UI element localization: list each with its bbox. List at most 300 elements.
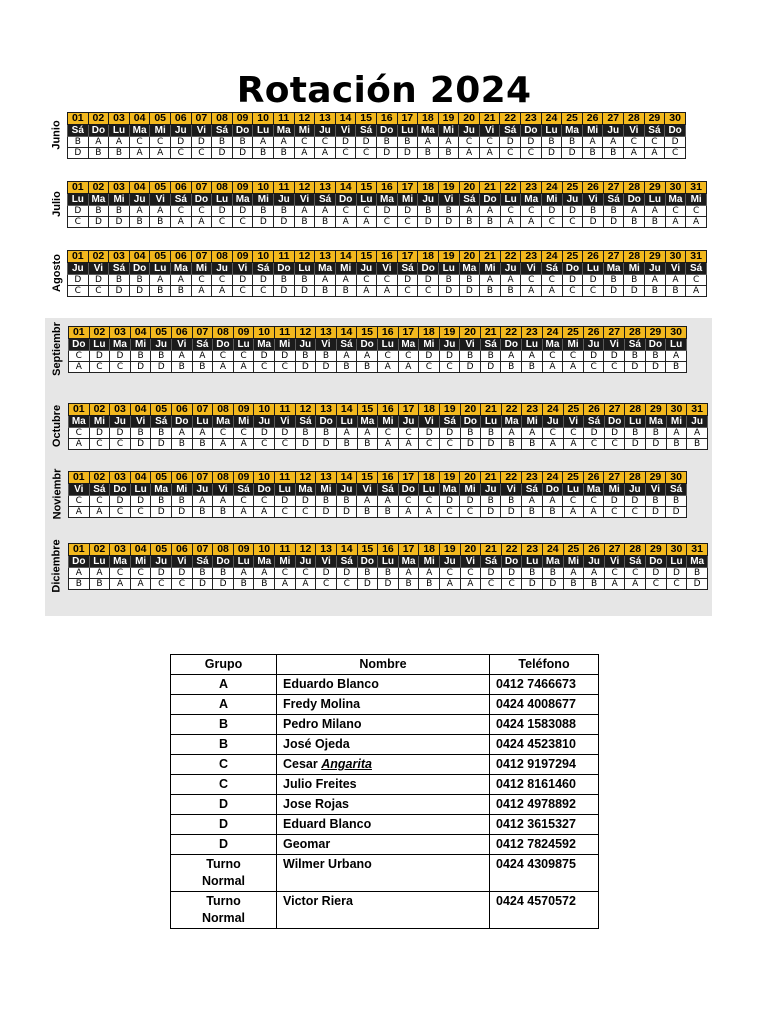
weekday-cell: Ma [501, 416, 522, 428]
group-cell: A [253, 137, 274, 148]
weekday-cell: Sá [459, 194, 480, 206]
weekday-cell: Ju [439, 339, 460, 351]
weekday-cell: Ju [170, 125, 191, 137]
group-cell: B [130, 428, 151, 439]
weekday-cell: Vi [419, 416, 440, 428]
weekday-cell: Mi [233, 416, 254, 428]
group-cell: C [295, 507, 316, 518]
group-cell: D [378, 579, 399, 590]
group-cell: B [666, 439, 687, 450]
weekday-cell: Sá [625, 556, 646, 568]
weekday-cell: Mi [604, 484, 625, 496]
group-cell: C [378, 428, 399, 439]
group-cell: C [377, 217, 398, 228]
weekday-cell: Lu [192, 416, 213, 428]
group-cell: D [316, 439, 337, 450]
weekday-cell: Mi [171, 484, 192, 496]
group-cell: B [603, 275, 624, 286]
group-cell: D [645, 362, 666, 373]
group-cell: A [582, 137, 603, 148]
weekday-row [69, 484, 687, 496]
weekday-cell: Ju [418, 194, 439, 206]
day-number-cell: 07 [192, 404, 213, 416]
weekday-cell: Ju [151, 556, 172, 568]
group-cell: C [644, 137, 665, 148]
weekday-cell: Sá [151, 416, 172, 428]
weekday-cell: Sá [397, 263, 418, 275]
weekday-cell: Lu [378, 556, 399, 568]
weekday-cell: Sá [500, 125, 521, 137]
group-cell: A [192, 496, 213, 507]
weekday-cell: Ma [377, 194, 398, 206]
group-cell: B [130, 351, 151, 362]
group-cell: B [213, 507, 234, 518]
group-cell: A [521, 286, 542, 297]
group-cell: C [213, 428, 234, 439]
roster-header-row [171, 655, 599, 675]
roster-name-text: Cesar [283, 757, 322, 771]
weekday-row [68, 125, 686, 137]
group-cell: B [357, 362, 378, 373]
group-cell: C [646, 579, 667, 590]
day-number-cell: 29 [646, 404, 667, 416]
group-cell: B [522, 568, 543, 579]
day-number-cell: 14 [335, 182, 356, 194]
roster-name [277, 775, 490, 795]
weekday-cell: Mi [460, 484, 481, 496]
day-number-cell: 20 [459, 251, 480, 263]
group-cell: D [646, 439, 667, 450]
weekday-cell: Ma [315, 263, 336, 275]
group-cell: C [418, 286, 439, 297]
weekday-cell: Ma [254, 339, 275, 351]
group-cell: B [68, 137, 89, 148]
group-cell: B [419, 579, 440, 590]
weekday-cell: Ju [192, 484, 213, 496]
weekday-cell: Sá [522, 484, 543, 496]
day-number-cell: 22 [501, 472, 522, 484]
group-cell: D [110, 496, 131, 507]
day-number-cell: 31 [686, 251, 707, 263]
group-cell: C [213, 351, 234, 362]
group-cell: C [419, 439, 440, 450]
group-cell: A [191, 286, 212, 297]
day-number-cell: 24 [542, 327, 563, 339]
group-cell: C [295, 568, 316, 579]
weekday-cell: Vi [294, 194, 315, 206]
day-number-cell: 03 [110, 472, 131, 484]
group-cell: D [109, 217, 130, 228]
group-cell: B [645, 496, 666, 507]
group-cell: C [543, 428, 564, 439]
month-table [68, 471, 687, 518]
group-cell: D [254, 428, 275, 439]
day-number-cell: 13 [315, 251, 336, 263]
group-cell: C [336, 579, 357, 590]
group-cell: D [604, 496, 625, 507]
group-cell: A [378, 439, 399, 450]
day-number-cell: 26 [583, 472, 604, 484]
group-cell: D [603, 217, 624, 228]
roster-name [277, 892, 490, 929]
group-cell: B [336, 496, 357, 507]
group-cell: B [603, 148, 624, 159]
group-cell: D [294, 286, 315, 297]
group-cell: A [522, 428, 543, 439]
weekday-cell: Ma [273, 125, 294, 137]
day-number-cell: 27 [604, 327, 625, 339]
day-number-cell: 09 [233, 327, 254, 339]
group-cell: C [151, 579, 172, 590]
day-number-cell: 30 [665, 251, 686, 263]
group-cell: B [625, 428, 646, 439]
day-number-cell: 02 [88, 113, 109, 125]
roster-name-text: Julio Freites [283, 777, 357, 791]
day-number-cell: 22 [500, 251, 521, 263]
day-number-cell: 23 [522, 404, 543, 416]
group-cell: A [624, 148, 645, 159]
roster-group: B [171, 735, 277, 755]
weekday-cell: Lu [130, 484, 151, 496]
day-number-cell: 30 [665, 182, 686, 194]
group-cell: D [646, 568, 667, 579]
group-cell: C [665, 148, 686, 159]
weekday-cell: Sá [603, 194, 624, 206]
month-name: Agosto [51, 254, 64, 292]
group-cell: B [460, 351, 481, 362]
group-cell: D [666, 507, 687, 518]
group-cell: A [89, 568, 110, 579]
day-number-cell: 24 [542, 472, 563, 484]
roster-row [171, 775, 599, 795]
day-number-cell: 10 [254, 472, 275, 484]
weekday-cell: Vi [88, 263, 109, 275]
group-cell: A [418, 137, 439, 148]
day-number-cell: 29 [646, 544, 667, 556]
weekday-cell: Ma [542, 339, 563, 351]
group-cell: C [356, 275, 377, 286]
group-cell: C [110, 439, 131, 450]
group-cell: D [212, 148, 233, 159]
weekday-cell: Vi [275, 416, 296, 428]
roster-name [277, 755, 490, 775]
day-number-cell: 18 [419, 544, 440, 556]
day-number-cell: 15 [357, 544, 378, 556]
group-cell: A [563, 362, 584, 373]
group-cell: A [295, 579, 316, 590]
group-cell: C [542, 217, 563, 228]
group-cell: D [419, 428, 440, 439]
day-number-cell: 05 [150, 182, 171, 194]
weekday-cell: Lu [397, 125, 418, 137]
group-cell: A [130, 579, 151, 590]
day-number-cell: 07 [192, 327, 213, 339]
weekday-cell: Do [480, 194, 501, 206]
group-cell: D [439, 428, 460, 439]
roster-row [171, 735, 599, 755]
group-cell: D [130, 496, 151, 507]
weekday-cell: Ju [543, 416, 564, 428]
group-cell: C [294, 137, 315, 148]
day-number-cell: 16 [378, 544, 399, 556]
weekday-cell: Ma [110, 556, 131, 568]
group-cell: D [356, 137, 377, 148]
roster-group: D [171, 795, 277, 815]
roster-name-text: Wilmer Urbano [283, 857, 372, 871]
group-cell: D [439, 351, 460, 362]
group-cell: C [150, 137, 171, 148]
group-cell: B [69, 579, 90, 590]
group-cell: D [335, 137, 356, 148]
day-number-cell: 18 [419, 404, 440, 416]
group-cell: B [274, 206, 295, 217]
group-cell: B [583, 206, 604, 217]
group-cell: B [645, 286, 666, 297]
month-table [67, 181, 707, 228]
group-cell: A [192, 351, 213, 362]
group-cell: B [316, 428, 337, 439]
weekday-cell: Do [562, 263, 583, 275]
group-cell: C [377, 275, 398, 286]
day-number-cell: 17 [398, 404, 419, 416]
group-cell: C [397, 217, 418, 228]
weekday-cell: Ma [69, 416, 90, 428]
group-cell: A [500, 217, 521, 228]
group-cell: A [604, 579, 625, 590]
day-number-cell: 15 [357, 404, 378, 416]
weekday-cell: Mi [397, 194, 418, 206]
group-cell: A [542, 496, 563, 507]
weekday-cell: Sá [233, 484, 254, 496]
group-cell: B [151, 496, 172, 507]
weekday-cell: Ma [357, 416, 378, 428]
day-number-row [69, 472, 687, 484]
group-cell: D [151, 568, 172, 579]
day-number-cell: 07 [191, 113, 212, 125]
day-number-cell: 24 [541, 113, 562, 125]
group-cell: C [335, 206, 356, 217]
group-cell: C [397, 286, 418, 297]
group-cell: A [522, 496, 543, 507]
group-cell: C [69, 496, 90, 507]
roster-header-name: Nombre [277, 655, 490, 675]
month-label [47, 181, 67, 227]
weekday-cell: Ju [274, 194, 295, 206]
group-cell: A [213, 439, 234, 450]
month-table [67, 250, 707, 297]
weekday-cell: Mi [275, 556, 296, 568]
group-cell: B [480, 286, 501, 297]
weekday-cell: Sá [625, 339, 646, 351]
group-cell: C [69, 428, 90, 439]
weekday-cell: Ju [68, 263, 89, 275]
day-number-cell: 06 [171, 327, 192, 339]
day-number-cell: 07 [192, 544, 213, 556]
group-cell: D [584, 428, 605, 439]
weekday-cell: Ma [110, 339, 131, 351]
group-cell: D [501, 507, 522, 518]
weekday-cell: Do [646, 556, 667, 568]
weekday-cell: Ma [665, 194, 686, 206]
group-cell: D [625, 439, 646, 450]
group-cell: B [582, 148, 603, 159]
group-cell: D [645, 507, 666, 518]
day-number-cell: 17 [397, 113, 418, 125]
roster-table [170, 654, 599, 929]
day-number-cell: 03 [109, 251, 130, 263]
group-cell: D [110, 351, 131, 362]
day-number-cell: 09 [233, 472, 254, 484]
day-number-row [69, 327, 687, 339]
group-cell: D [541, 148, 562, 159]
day-number-cell: 12 [294, 182, 315, 194]
day-number-cell: 26 [584, 544, 605, 556]
weekday-cell: Mi [419, 339, 440, 351]
day-number-cell: 28 [625, 404, 646, 416]
month-label [47, 250, 67, 296]
group-cell: C [316, 579, 337, 590]
day-number-cell: 31 [687, 404, 708, 416]
group-cell: C [233, 428, 254, 439]
group-cell: B [645, 351, 666, 362]
day-number-cell: 30 [666, 472, 687, 484]
group-cell: C [191, 275, 212, 286]
group-cell: A [336, 351, 357, 362]
group-cell: A [377, 362, 398, 373]
group-cell: B [129, 217, 150, 228]
day-number-cell: 17 [397, 251, 418, 263]
group-cell: A [542, 286, 563, 297]
weekday-cell: Do [110, 484, 131, 496]
group-cell: A [357, 496, 378, 507]
group-cell: C [542, 351, 563, 362]
group-cell: B [151, 351, 172, 362]
weekday-cell: Mi [542, 194, 563, 206]
weekday-cell: Sá [68, 125, 89, 137]
group-cell: C [686, 275, 707, 286]
weekday-cell: Ma [254, 556, 275, 568]
group-cell: B [315, 286, 336, 297]
weekday-cell: Ma [459, 263, 480, 275]
group-cell: A [625, 579, 646, 590]
group-cell: A [563, 568, 584, 579]
group-cell: D [89, 428, 110, 439]
day-number-cell: 27 [604, 404, 625, 416]
weekday-cell: Ma [439, 484, 460, 496]
day-number-cell: 01 [69, 327, 90, 339]
weekday-cell: Do [398, 484, 419, 496]
weekday-cell: Mi [378, 416, 399, 428]
group-cell: B [665, 286, 686, 297]
group-cell: A [254, 507, 275, 518]
group-cell: C [439, 507, 460, 518]
group-cell: B [646, 428, 667, 439]
month-label [47, 112, 67, 158]
group-cell: C [686, 206, 707, 217]
day-number-cell: 09 [232, 113, 253, 125]
weekday-cell: Mi [582, 125, 603, 137]
group-cell: A [294, 206, 315, 217]
roster-row [171, 835, 599, 855]
group-cell: D [316, 568, 337, 579]
day-number-cell: 06 [171, 251, 192, 263]
day-number-cell: 19 [439, 544, 460, 556]
roster-group: C [171, 775, 277, 795]
group-cell: C [89, 439, 110, 450]
group-cell: B [522, 439, 543, 450]
weekday-cell: Vi [645, 484, 666, 496]
month-table [67, 112, 686, 159]
day-number-cell: 04 [129, 113, 150, 125]
weekday-cell: Vi [130, 416, 151, 428]
day-number-cell: 20 [460, 544, 481, 556]
group-cell: C [563, 496, 584, 507]
weekday-cell: Do [335, 194, 356, 206]
day-number-cell: 03 [110, 404, 131, 416]
weekday-cell: Ju [110, 416, 131, 428]
roster-header-group: Grupo [171, 655, 277, 675]
group-cell: B [460, 428, 481, 439]
group-cell: C [275, 568, 296, 579]
group-cell: C [356, 148, 377, 159]
group-cell: A [439, 579, 460, 590]
group-cell: C [377, 351, 398, 362]
day-number-cell: 27 [604, 472, 625, 484]
group-cell: B [316, 351, 337, 362]
weekday-cell: Vi [604, 556, 625, 568]
weekday-cell: Vi [665, 263, 686, 275]
weekday-cell: Sá [644, 125, 665, 137]
group-cell: B [584, 579, 605, 590]
day-number-cell: 26 [583, 182, 604, 194]
weekday-cell: Do [418, 263, 439, 275]
group-cell: C [665, 206, 686, 217]
day-number-cell: 15 [357, 327, 378, 339]
roster-phone: 0424 4523810 [490, 735, 599, 755]
roster-name-text: Pedro Milano [283, 717, 362, 731]
weekday-cell: Ju [254, 416, 275, 428]
day-number-cell: 14 [335, 113, 356, 125]
group-cell: D [254, 351, 275, 362]
group-cell: A [419, 507, 440, 518]
day-number-cell: 28 [625, 472, 646, 484]
group-cell: B [233, 579, 254, 590]
weekday-row [69, 556, 708, 568]
group-cell: B [378, 568, 399, 579]
roster-phone: 0424 4570572 [490, 892, 599, 929]
weekday-cell: Ju [562, 194, 583, 206]
weekday-cell: Sá [212, 125, 233, 137]
weekday-cell: Ju [439, 556, 460, 568]
group-cell: A [315, 275, 336, 286]
group-cell: B [295, 428, 316, 439]
group-cell: C [275, 439, 296, 450]
weekday-cell: Do [665, 125, 686, 137]
roster-phone: 0424 1583088 [490, 715, 599, 735]
weekday-cell: Ma [88, 194, 109, 206]
group-cell: B [253, 206, 274, 217]
group-cell: C [68, 286, 89, 297]
weekday-cell: Sá [481, 556, 502, 568]
day-number-cell: 23 [521, 113, 542, 125]
weekday-cell: Do [357, 339, 378, 351]
weekday-row [69, 339, 687, 351]
group-cell: D [460, 439, 481, 450]
group-cell: B [397, 137, 418, 148]
weekday-cell: Vi [479, 125, 500, 137]
day-number-cell: 16 [376, 113, 397, 125]
month-label [47, 539, 67, 593]
